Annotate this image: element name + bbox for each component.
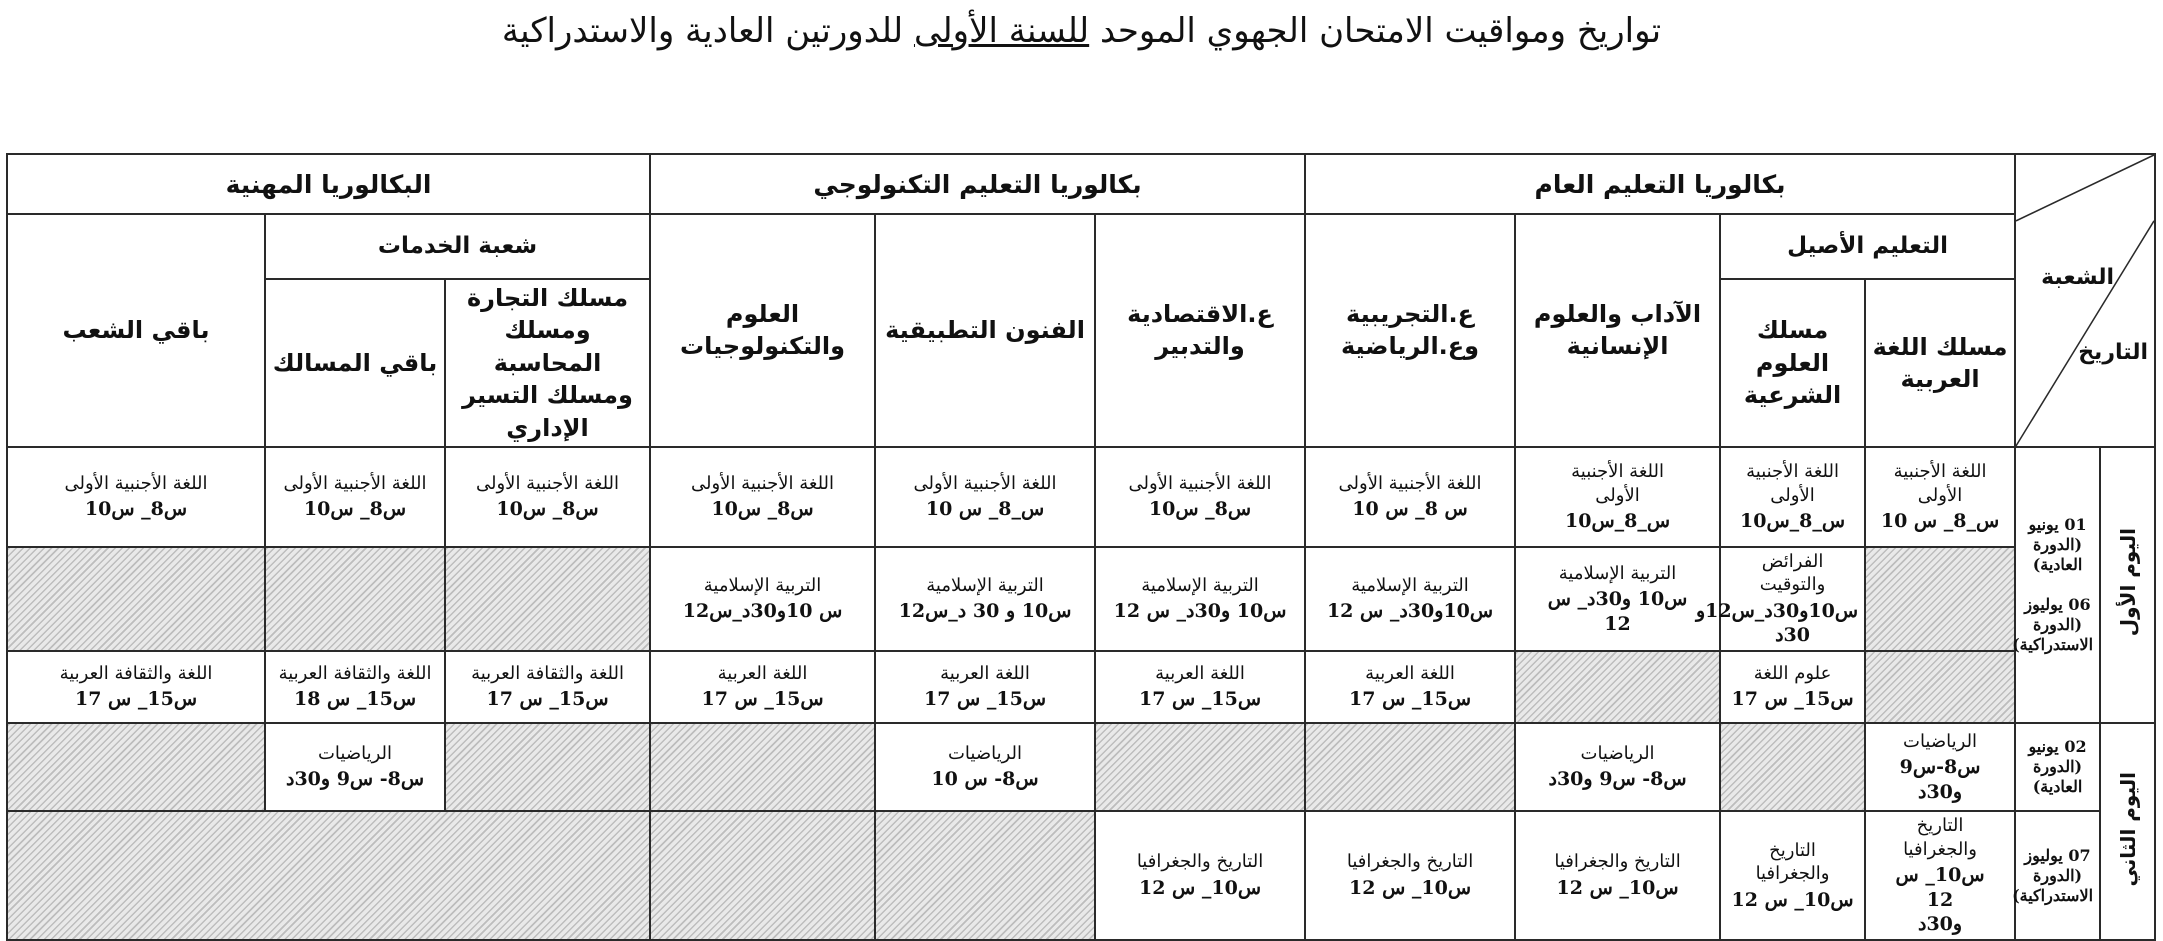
- schedule-cell: اللغة الأجنبية الأولى س8_ س10: [7, 447, 265, 547]
- schedule-cell: علوم اللغة س15_ س 17: [1720, 651, 1865, 723]
- col-arabic-language: مسلك اللغة العربية: [1865, 279, 2015, 447]
- col-experimental: ع.التجريبية وع.الرياضية: [1305, 214, 1515, 447]
- schedule-cell: الرياضيات س8- س9 و30د: [265, 723, 445, 811]
- col-sharia: مسلك العلوم الشرعية: [1720, 279, 1865, 447]
- corner-cell: [2015, 154, 2155, 447]
- subgroup-services: شعبة الخدمات: [265, 214, 650, 279]
- col-sci-tech: العلوم والتكنولوجيات: [650, 214, 875, 447]
- empty-cell: [445, 723, 650, 811]
- schedule-cell: الفرائض والتوقيت س10و30د_س12و 30د: [1720, 547, 1865, 651]
- schedule-cell: اللغة الأجنبية الأولى س8_ س10: [1095, 447, 1305, 547]
- title-underlined: للسنة الأولى: [913, 11, 1090, 51]
- schedule-cell: التاريخ والجغرافيا س10_ س 12: [1305, 811, 1515, 940]
- schedule-cell: التاريخ والجغرافيا س10_ س 12: [1720, 811, 1865, 940]
- schedule-cell: اللغة الأجنبية الأولى س 8_ س 10: [1305, 447, 1515, 547]
- empty-cell: [265, 547, 445, 651]
- empty-cell: [1305, 723, 1515, 811]
- schedule-cell: اللغة العربية س15_ س 17: [875, 651, 1095, 723]
- col-other-streams: باقي الشعب: [7, 214, 265, 447]
- title-prefix: تواريخ ومواقيت الامتحان الجهوي الموحد: [1089, 11, 1662, 51]
- schedule-table: [6, 153, 2156, 941]
- corner-diagonals: [2016, 155, 2154, 446]
- schedule-cell: اللغة والثقافة العربية س15_ س 18: [265, 651, 445, 723]
- col-other-tracks: باقي المسالك: [265, 279, 445, 447]
- schedule-cell: اللغة الأجنبية الأولى س_8_س10: [1720, 447, 1865, 547]
- empty-cell: [1865, 651, 2015, 723]
- empty-cell: [7, 547, 265, 651]
- schedule-cell: التاريخ والجغرافيا س10_ س 12 و30د: [1865, 811, 2015, 940]
- schedule-cell: الرياضيات س8- س 10: [875, 723, 1095, 811]
- title-suffix: للدورتين العادية والاستدراكية: [501, 11, 914, 51]
- day1-label: اليوم الأول: [2100, 447, 2155, 723]
- subgroup-original: التعليم الأصيل: [1720, 214, 2015, 279]
- empty-cell: [1720, 723, 1865, 811]
- schedule-cell: التربية الإسلامية س10 و30د_ س 12: [1095, 547, 1305, 651]
- day2-date-regular: 02 يونيو (الدورة العادية): [2015, 723, 2100, 811]
- schedule-cell: التربية الإسلامية س10و30د_ س 12: [1305, 547, 1515, 651]
- corner-stream-label: الشعبة: [2041, 265, 2115, 290]
- schedule-cell: اللغة والثقافة العربية س15_ س 17: [7, 651, 265, 723]
- group-professional: البكالوريا المهنية: [7, 154, 650, 214]
- table-row: [7, 651, 2155, 723]
- empty-cell: [7, 811, 650, 940]
- page-title: [0, 8, 2163, 54]
- table-row: [7, 447, 2155, 547]
- schedule-cell: التاريخ والجغرافيا س10_ س 12: [1515, 811, 1720, 940]
- col-humanities: الآداب والعلوم الإنسانية: [1515, 214, 1720, 447]
- schedule-cell: التاريخ والجغرافيا س10_ س 12: [1095, 811, 1305, 940]
- schedule-cell: اللغة الأجنبية الأولى س8_ س10: [445, 447, 650, 547]
- schedule-cell: الرياضيات س8- س9 و30د: [1515, 723, 1720, 811]
- empty-cell: [875, 811, 1095, 940]
- group-technological: بكالوريا التعليم التكنولوجي: [650, 154, 1305, 214]
- empty-cell: [445, 547, 650, 651]
- group-general: بكالوريا التعليم العام: [1305, 154, 2015, 214]
- schedule-cell: التربية الإسلامية س10 و30د_ س 12: [1515, 547, 1720, 651]
- col-applied-arts: الفنون التطبيقية: [875, 214, 1095, 447]
- col-commerce: مسلك التجارة ومسلك المحاسبة ومسلك التسير الإداري: [445, 279, 650, 447]
- day1-dates: 01 يونيو (الدورة العادية) 06 يوليوز (الدورة الاستدراكية): [2015, 447, 2100, 723]
- schedule-cell: التربية الإسلامية س 10و30د_س12: [650, 547, 875, 651]
- schedule-cell: اللغة الأجنبية الأولى س8_ س10: [265, 447, 445, 547]
- day2-date-makeup: 07 يوليوز (الدورة الاستدراكية): [2015, 811, 2100, 940]
- empty-cell: [7, 723, 265, 811]
- empty-cell: [650, 723, 875, 811]
- schedule-cell: الرياضيات س8-س9 و30د: [1865, 723, 2015, 811]
- day2-label: اليوم الثاني: [2100, 723, 2155, 940]
- table-row: [7, 723, 2155, 811]
- empty-cell: [1095, 723, 1305, 811]
- empty-cell: [1515, 651, 1720, 723]
- schedule-cell: التربية الإسلامية س10 و 30 د_س12: [875, 547, 1095, 651]
- schedule-cell: اللغة العربية س15_ س 17: [650, 651, 875, 723]
- empty-cell: [650, 811, 875, 940]
- group-header-row: [7, 154, 2155, 214]
- col-economics: ع.الاقتصادية والتدبير: [1095, 214, 1305, 447]
- subgroup-header-row: [7, 214, 2155, 279]
- schedule-cell: اللغة الأجنبية الأولى س_8_ س 10: [1865, 447, 2015, 547]
- schedule-cell: اللغة الأجنبية الأولى س8_ س10: [650, 447, 875, 547]
- empty-cell: [1865, 547, 2015, 651]
- schedule-cell: اللغة الأجنبية الأولى س_8_س10: [1515, 447, 1720, 547]
- schedule-cell: اللغة العربية س15_ س 17: [1305, 651, 1515, 723]
- table-row: [7, 547, 2155, 651]
- schedule-cell: اللغة والثقافة العربية س15_ س 17: [445, 651, 650, 723]
- schedule-cell: اللغة الأجنبية الأولى س_8_ س 10: [875, 447, 1095, 547]
- schedule-cell: اللغة العربية س15_ س 17: [1095, 651, 1305, 723]
- corner-date-label: التاريخ: [2078, 340, 2149, 365]
- table-row: [7, 811, 2155, 940]
